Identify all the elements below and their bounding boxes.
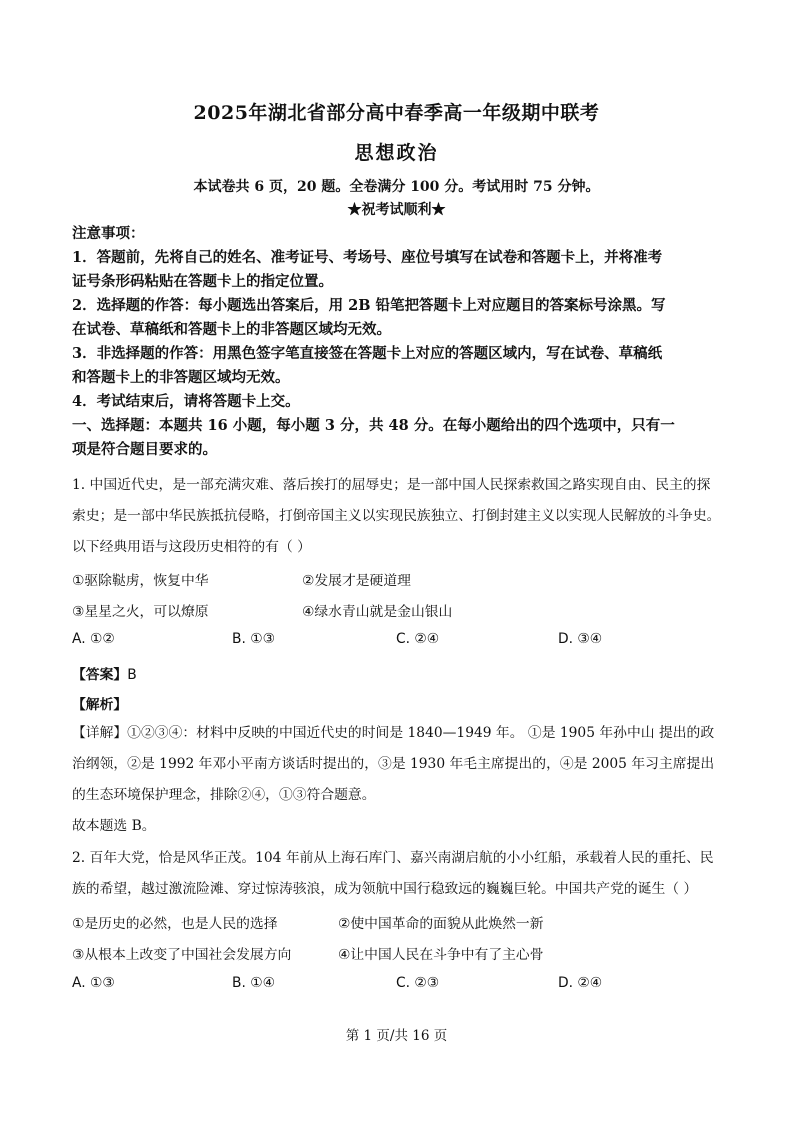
q1-item-1: ①驱除鞑虏，恢复中华 [72,573,209,589]
page-footer: 第 1 页/共 16 页 [345,1028,448,1044]
q1-item-4: ④绿水青山就是金山银山 [302,604,453,620]
q1-option-b: B. ①③ [232,631,275,647]
q2-option-b: B. ①④ [232,975,275,991]
detail-line: 的生态环境保护理念，排除②④，①③符合题意。 [72,787,376,803]
detail-line: 故本题选 B。 [72,818,156,834]
notice-line: 和答题卡上的非答题区域均无效。 [72,369,290,386]
question-1-stem [72,470,724,563]
section-heading: 一、选择题：本题共 16 小题，每小题 3 分，共 48 分。在每小题给出的四个选项中，只有一 [72,417,675,434]
stem-line: 1. 中国近代史，是一部充满灾难、落后挨打的屈辱史；是一部中国人民探索救国之路实现自由、民主的探 [72,477,711,493]
exam-meta: 本试卷共 6 页，20 题。全卷满分 100 分。考试用时 75 分钟。 [193,179,600,195]
analysis-label: 【解析】 [72,697,128,713]
exam-title: 2025年湖北省部分高中春季高一年级期中联考 [193,102,600,124]
answer-value: B [127,667,137,683]
q1-option-c: C. ②④ [396,631,440,647]
section-heading: 项是符合题目要求的。 [72,441,217,458]
notice-line: 3．非选择题的作答：用黑色签字笔直接签在答题卡上对应的答题区域内，写在试卷、草稿纸 [72,345,663,362]
detail-line: 【详解】①②③④：材料中反映的中国近代史的时间是 1840—1949 年。 ①是 1905 年孙中山 提出的政 [72,725,715,741]
notice-heading: 注意事项： [72,225,145,242]
q2-option-c: C. ②③ [396,975,440,991]
answer-line [72,663,137,683]
good-luck-line: ★祝考试顺利★ [347,202,446,218]
q2-option-a: A. ①③ [72,975,115,991]
notice-line: 在试卷、草稿纸和答题卡上的非答题区域均无效。 [72,321,391,338]
question-1-detail [72,718,724,842]
notice-line: 证号条形码粘贴在答题卡上的指定位置。 [72,273,333,290]
notice-line: 1．答题前，先将自己的姓名、准考证号、考场号、座位号填写在试卷和答题卡上，并将准考 [72,249,663,266]
stem-line: 2. 百年大党，恰是风华正茂。104 年前从上海石库门、嘉兴南湖启航的小小红船，承载着人民的重托、民 [72,850,714,866]
notice-line: 2．选择题的作答：每小题选出答案后，用 2B 铅笔把答题卡上对应题目的答案标号涂黑。写 [72,297,666,314]
q2-option-d: D. ②④ [558,975,603,991]
q2-item-4: ④让中国人民在斗争中有了主心骨 [338,947,544,963]
detail-line: 治纲领，②是 1992 年邓小平南方谈话时提出的，③是 1930 年毛主席提出的，④是 2005 年习主席提出 [72,756,715,772]
notice-line: 4．考试结束后，请将答题卡上交。 [72,393,300,410]
subject-title: 思想政治 [354,142,439,164]
q2-item-3: ③从根本上改变了中国社会发展方向 [72,947,292,963]
stem-line: 族的希望，越过激流险滩、穿过惊涛骇浪，成为领航中国行稳致远的巍巍巨轮。中国共产党的诞生（ ） [72,881,698,897]
question-2-stem [72,843,724,905]
q1-option-d: D. ③④ [558,631,603,647]
q1-option-a: A. ①② [72,631,115,647]
notice-block [72,222,724,462]
q1-item-2: ②发展才是硬道理 [302,573,411,589]
q2-item-2: ②使中国革命的面貌从此焕然一新 [338,916,544,932]
stem-line: 以下经典用语与这段历史相符的有（ ） [72,539,311,555]
q2-item-1: ①是历史的必然，也是人民的选择 [72,916,278,932]
q1-item-3: ③星星之火，可以燎原 [72,604,209,620]
answer-label: 【答案】 [72,667,128,683]
stem-line: 索史；是一部中华民族抵抗侵略，打倒帝国主义以实现民族独立、打倒封建主义以实现人民解放的斗争史。 [72,508,721,524]
